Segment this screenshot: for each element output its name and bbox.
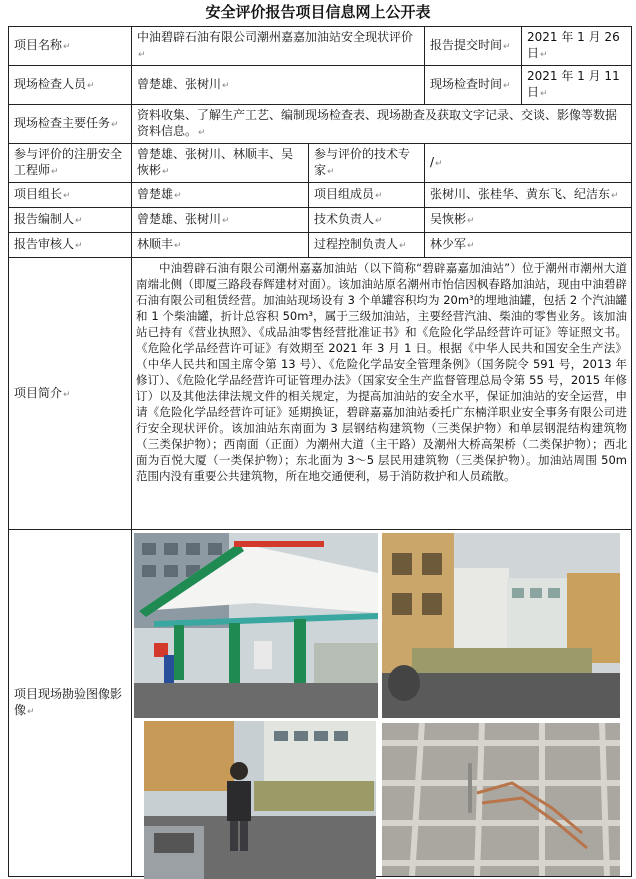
tasks-value: 资料收集、了解生产工艺、编制现场检查表、现场勘查及获取文字记录、交谈、影像等数据资料信息。 ↵ — [132, 105, 632, 144]
inspect-time-label: 现场检查时间 ↵ — [425, 66, 522, 105]
reviewer-label: 报告审核人 ↵ — [9, 233, 132, 258]
photo-back-yard — [382, 533, 620, 718]
writers-value: 曾楚雄、张树川 ↵ — [132, 208, 309, 233]
row-tasks — [9, 105, 632, 144]
row-leader — [9, 183, 632, 208]
row-project-name — [9, 27, 632, 66]
leader-label: 项目组长 ↵ — [9, 183, 132, 208]
inspectors-value: 曾楚雄、张树川 ↵ — [132, 66, 425, 105]
tech-lead-label: 技术负责人 ↵ — [309, 208, 425, 233]
back-yard-image — [382, 533, 620, 718]
tech-lead-value: 吴恢彬 ↵ — [425, 208, 632, 233]
submit-time-value: 2021 年 1 月 26 日 ↵ — [522, 27, 632, 66]
intro-paragraph: 中油碧辟石油有限公司潮州嘉嘉加油站（以下简称“碧辟嘉嘉加油站”）位于潮州市潮州大道南端北侧（即厦三路段春辉建材对面）。该加油站原名潮州市怡信因枫春路加油站，现由中油碧辟石油有限公司租赁经营。加油站现场设有 3 个单罐容积均为 20m³的埋地油罐，包括 2 个汽油罐和 1 个柴油罐，折计总容积 50m³，属于三级加油站，主要经营汽油、柴油的零售业务。该加油站已持有《营业执照》、《成品油零售经营批准证书》和《危险化学品经营许可证》等证照文书。《危险化学品经营许可证》有效期至 2021 年 3 月 1 日。根据《中华人民共和国安全生产法》（中华人民共和国主席令第 13 号）、《危险化学品安全管理条例》（国务院令 591 号，2013 年修订）、《危险化学品经营许可证管理办法》（国家安全生产监督管理总局令第 55 号，2015 年修订）以及其他法律法规文件的相关规定，为提高加油站的安全水平，保证加油站的安全运营，申请《危险化学品经营许可证》延期换证，碧辟嘉嘉加油站委托广东楠洋职业安全事务有限公司进行安全现状评价。该加油站东南面为 3 层钢结构建筑物（三类保护物）和单层钢混结构建筑物（三类保护物）；西南面（正面）为潮州大道（主干路）及潮州大桥高架桥（二类保护物）；西北面为百悦大厦（一类保护物）；东北面为 3～5 层民用建筑物（三类保护物）。加油站周围 50m 范围内没有重要公共建筑物，所在地交通便利，易于消防救护和人员疏散。 — [136, 261, 627, 483]
tank-area-image — [382, 723, 620, 876]
inspectors-label: 现场检查人员 ↵ — [9, 66, 132, 105]
project-name-label: 项目名称 ↵ — [9, 27, 132, 66]
writers-label: 报告编制人 ↵ — [9, 208, 132, 233]
engineers-label: 参与评价的注册安全工程师 ↵ — [9, 144, 132, 183]
engineers-value: 曾楚雄、张树川、林顺丰、吴恢彬 ↵ — [132, 144, 309, 183]
row-writers — [9, 208, 632, 233]
process-lead-value: 林少军 ↵ — [425, 233, 632, 258]
images-cell — [132, 530, 632, 877]
photo-inspector — [144, 721, 376, 879]
members-value: 张树川、张桂华、黄东飞、纪洁东 ↵ — [425, 183, 632, 208]
reviewer-value: 林顺丰 ↵ — [132, 233, 309, 258]
tasks-label: 现场检查主要任务 ↵ — [9, 105, 132, 144]
row-reviewer — [9, 233, 632, 258]
intro-value — [132, 258, 632, 530]
row-intro — [9, 258, 632, 530]
info-table — [8, 26, 632, 877]
leader-value: 曾楚雄 ↵ — [132, 183, 309, 208]
row-images — [9, 530, 632, 877]
experts-label: 参与评价的技术专家 ↵ — [309, 144, 425, 183]
inspector-image — [144, 721, 376, 879]
project-name-value: 中油碧辟石油有限公司潮州嘉嘉加油站安全现状评价 ↵ — [132, 27, 425, 66]
process-lead-label: 过程控制负责人 ↵ — [309, 233, 425, 258]
photo-tank-area — [382, 723, 620, 876]
images-label: 项目现场勘验图像影像 ↵ — [9, 530, 132, 877]
row-engineers — [9, 144, 632, 183]
experts-value: / ↵ — [425, 144, 632, 183]
intro-label: 项目简介 ↵ — [9, 258, 132, 530]
row-inspectors — [9, 66, 632, 105]
members-label: 项目组成员 ↵ — [309, 183, 425, 208]
submit-time-label: 报告提交时间 ↵ — [425, 27, 522, 66]
inspect-time-value: 2021 年 1 月 11 日 ↵ — [522, 66, 632, 105]
photo-station-canopy — [134, 533, 378, 718]
page-title: 安全评价报告项目信息网上公开表 — [205, 3, 431, 21]
station-canopy-image — [134, 533, 378, 718]
